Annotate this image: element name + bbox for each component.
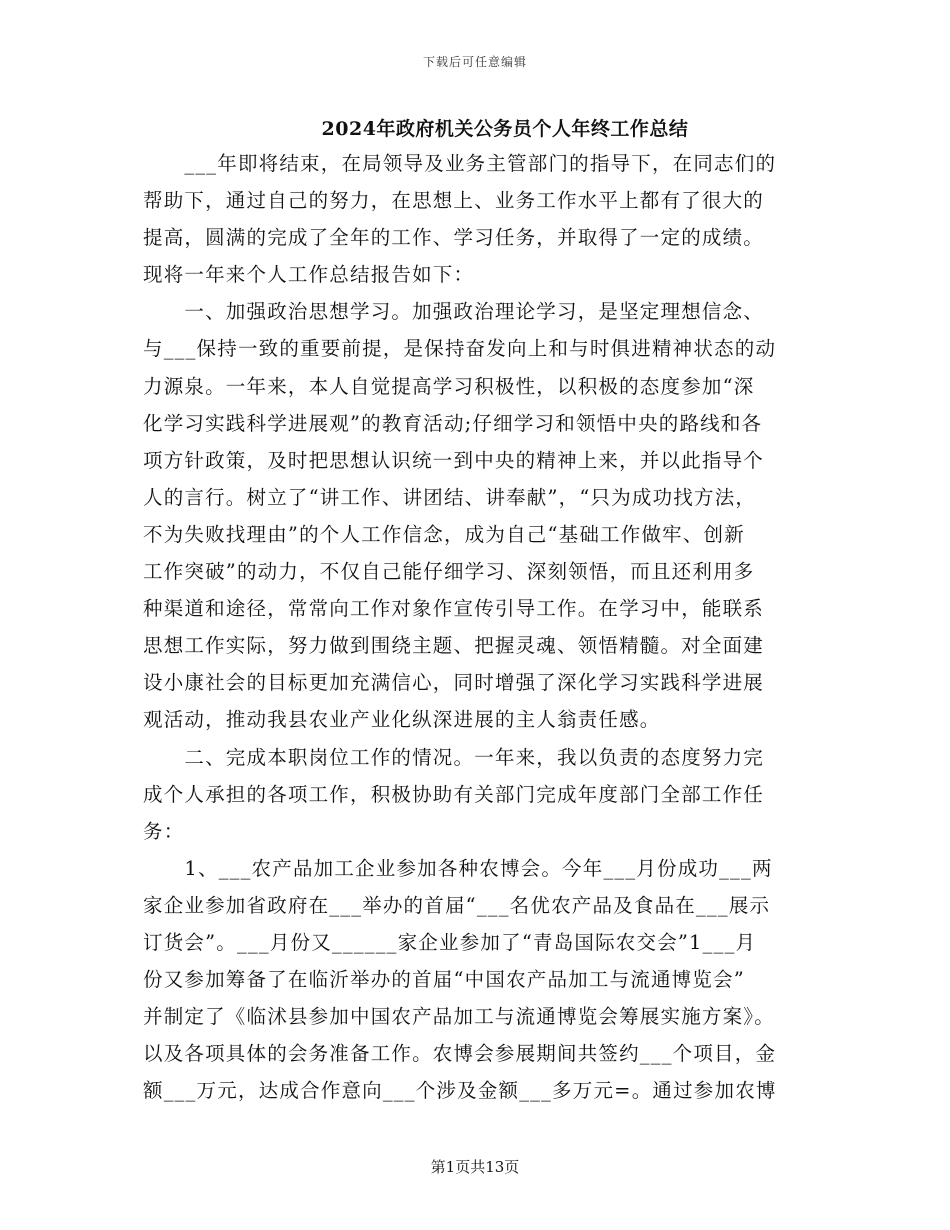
body-line: 成个人承担的各项工作，积极协助有关部门完成年度部门全部工作任 <box>143 782 765 806</box>
body-line: 帮助下，通过自己的努力，在思想上、业务工作水平上都有了很大的 <box>143 189 765 213</box>
body-line: 与___保持一致的重要前提，是保持奋发向上和与时俱进精神状态的动 <box>143 337 777 361</box>
page-footer: 第1页共13页 <box>430 1158 520 1176</box>
body-line: 种渠道和途径，常常向工作对象作宣传引导工作。在学习中，能联系 <box>143 597 765 621</box>
body-line: 设小康社会的目标更加充满信心，同时增强了深化学习实践科学进展 <box>143 671 765 695</box>
body-line: 额___万元，达成合作意向___个涉及金额___多万元=。通过参加农博 <box>143 1079 777 1103</box>
body-line: 以及各项具体的会务准备工作。农博会参展期间共签约___个项目，金 <box>143 1042 777 1066</box>
body-line: 1、___农产品加工企业参加各种农博会。今年___月份成功___两 <box>143 856 773 880</box>
body-line: 不为失败找理由”的个人工作信念，成为自己“基础工作做牢、创新 <box>143 522 745 546</box>
body-line: 并制定了《临沭县参加中国农产品加工与流通博览会筹展实施方案》。 <box>143 1005 775 1029</box>
body-line: 二、完成本职岗位工作的情况。一年来，我以负责的态度努力完 <box>143 745 765 769</box>
body-line: ___年即将结束，在局领导及业务主管部门的指导下，在同志们的 <box>143 152 777 175</box>
document-title: 2024年政府机关公务员个人年终工作总结 <box>321 118 689 140</box>
body-line: 现将一年来个人工作总结报告如下： <box>143 263 475 287</box>
body-line: 人的言行。树立了“讲工作、讲团结、讲奉献”，“只为成功找方法， <box>143 485 757 509</box>
document-body <box>143 145 813 1109</box>
body-line: 工作突破”的动力，不仅自己能仔细学习、深刻领悟，而且还利用多 <box>143 560 755 584</box>
body-line: 务： <box>143 819 185 843</box>
header-note: 下载后可任意编辑 <box>422 55 527 69</box>
body-line: 观活动，推动我县农业产业化纵深进展的主人翁责任感。 <box>143 708 661 732</box>
body-line: 提高，圆满的完成了全年的工作、学习任务，并取得了一定的成绩。 <box>143 226 765 250</box>
body-line: 家企业参加省政府在___举办的首届“___名优农产品及食品在___展示 <box>143 893 771 917</box>
body-line: 订货会”。___月份又______家企业参加了“青岛国际农交会”1___月 <box>143 930 757 954</box>
body-line: 一、加强政治思想学习。加强政治理论学习，是坚定理想信念、 <box>143 300 765 324</box>
body-line: 思想工作实际，努力做到围绕主题、把握灵魂、领悟精髓。对全面建 <box>143 634 765 658</box>
body-line: 力源泉。一年来，本人自觉提高学习积极性，以积极的态度参加“深 <box>143 374 755 398</box>
body-line: 份又参加筹备了在临沂举办的首届“中国农产品加工与流通博览会” <box>143 968 745 992</box>
body-line: 化学习实践科学进展观”的教育活动;仔细学习和领悟中央的路线和各 <box>143 411 763 435</box>
body-line: 项方针政策，及时把思想认识统一到中央的精神上来，并以此指导个 <box>143 448 765 472</box>
